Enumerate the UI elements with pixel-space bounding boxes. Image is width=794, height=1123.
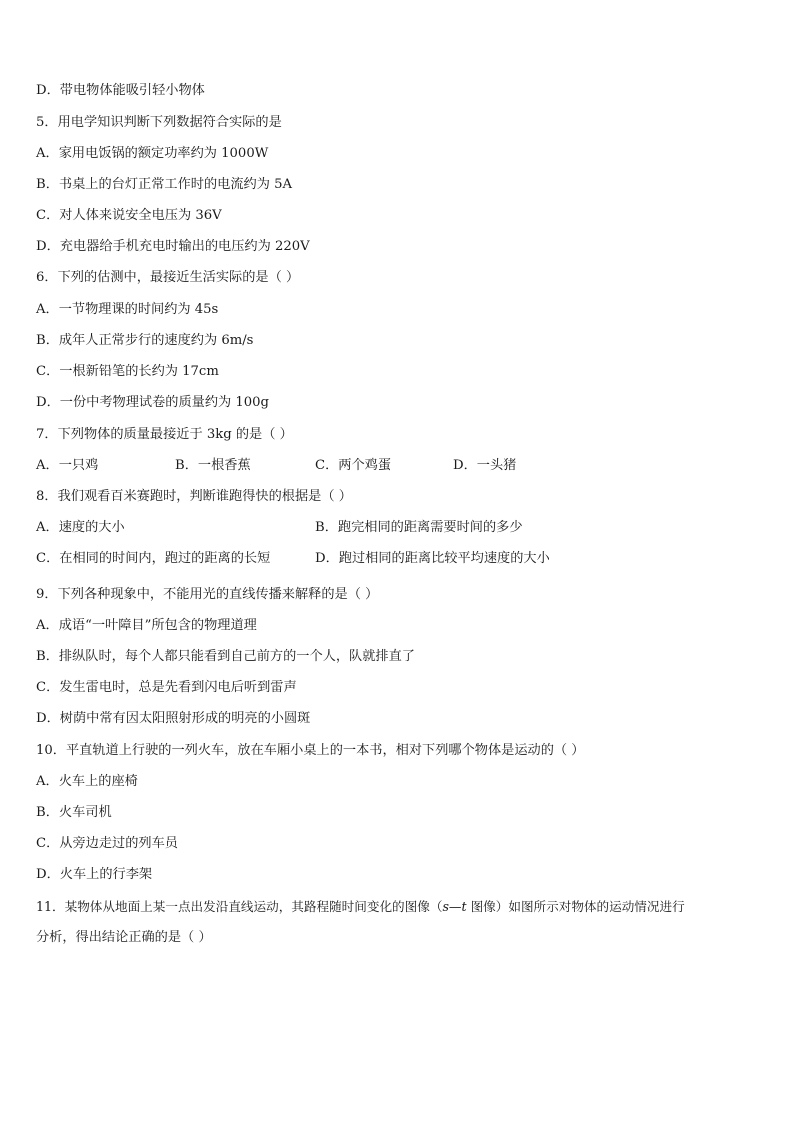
q11-dash: — xyxy=(448,899,462,914)
q11-t-symbol: t xyxy=(461,899,467,914)
q6-option-d: D．一份中考物理试卷的质量约为 100g xyxy=(36,395,270,410)
q7-stem: 7．下列物体的质量最接近于 3kg 的是（ ） xyxy=(36,427,293,442)
q6-option-c: C．一根新铅笔的长约为 17cm xyxy=(36,364,219,379)
q9-option-b: B．排纵队时，每个人都只能看到自己前方的一个人，队就排直了 xyxy=(36,649,415,664)
q9-option-d: D．树荫中常有因太阳照射形成的明亮的小圆斑 xyxy=(36,711,311,726)
q7-option-c: C．两个鸡蛋 xyxy=(315,458,392,473)
q10-option-b: B．火车司机 xyxy=(36,805,112,820)
q8-option-c: C．在相同的时间内，跑过的距离的长短 xyxy=(36,551,271,566)
q5-option-a: A．家用电饭锅的额定功率约为 1000W xyxy=(36,146,269,161)
q7-option-b: B．一根香蕉 xyxy=(175,458,251,473)
q5-option-d: D．充电器给手机充电时输出的电压约为 220V xyxy=(36,239,310,254)
q5-stem: 5．用电学知识判断下列数据符合实际的是 xyxy=(36,115,282,130)
q11-s-symbol: s xyxy=(442,899,449,914)
q5-option-b: B．书桌上的台灯正常工作时的电流约为 5A xyxy=(36,177,292,192)
q6-option-a: A．一节物理课的时间约为 45s xyxy=(36,302,219,317)
q9-stem: 9．下列各种现象中，不能用光的直线传播来解释的是（ ） xyxy=(36,587,379,602)
q8-option-d: D．跑过相同的距离比较平均速度的大小 xyxy=(315,551,550,566)
q11-stem-text: 11．某物体从地面上某一点出发沿直线运动，其路程随时间变化的图像（ xyxy=(36,899,443,914)
q9-option-a: A．成语“一叶障目”所包含的物理道理 xyxy=(36,618,257,633)
q4-option-d: D．带电物体能吸引轻小物体 xyxy=(36,83,205,98)
q11-stem-continued: 分析，得出结论正确的是（ ） xyxy=(36,930,212,945)
q8-option-a: A．速度的大小 xyxy=(36,520,125,535)
q7-option-a: A．一只鸡 xyxy=(36,458,99,473)
q9-option-c: C．发生雷电时，总是先看到闪电后听到雷声 xyxy=(36,680,297,695)
q6-stem: 6．下列的估测中，最接近生活实际的是（ ） xyxy=(36,270,300,285)
q10-option-c: C．从旁边走过的列车员 xyxy=(36,836,178,851)
q7-option-d: D．一头猪 xyxy=(453,458,517,473)
q8-stem: 8．我们观看百米赛跑时，判断谁跑得快的根据是（ ） xyxy=(36,489,352,504)
q10-option-a: A．火车上的座椅 xyxy=(36,774,138,789)
q11-stem xyxy=(36,897,685,917)
q10-option-d: D．火车上的行李架 xyxy=(36,867,153,882)
q10-stem: 10．平直轨道上行驶的一列火车，放在车厢小桌上的一本书，相对下列哪个物体是运动的（ ） xyxy=(36,743,585,758)
q11-stem-text-end: 图像）如图所示对物体的运动情况进行 xyxy=(466,899,685,914)
q6-option-b: B．成年人正常步行的速度约为 6m/s xyxy=(36,333,254,348)
q8-option-b: B．跑完相同的距离需要时间的多少 xyxy=(315,520,523,535)
q5-option-c: C．对人体来说安全电压为 36V xyxy=(36,208,222,223)
